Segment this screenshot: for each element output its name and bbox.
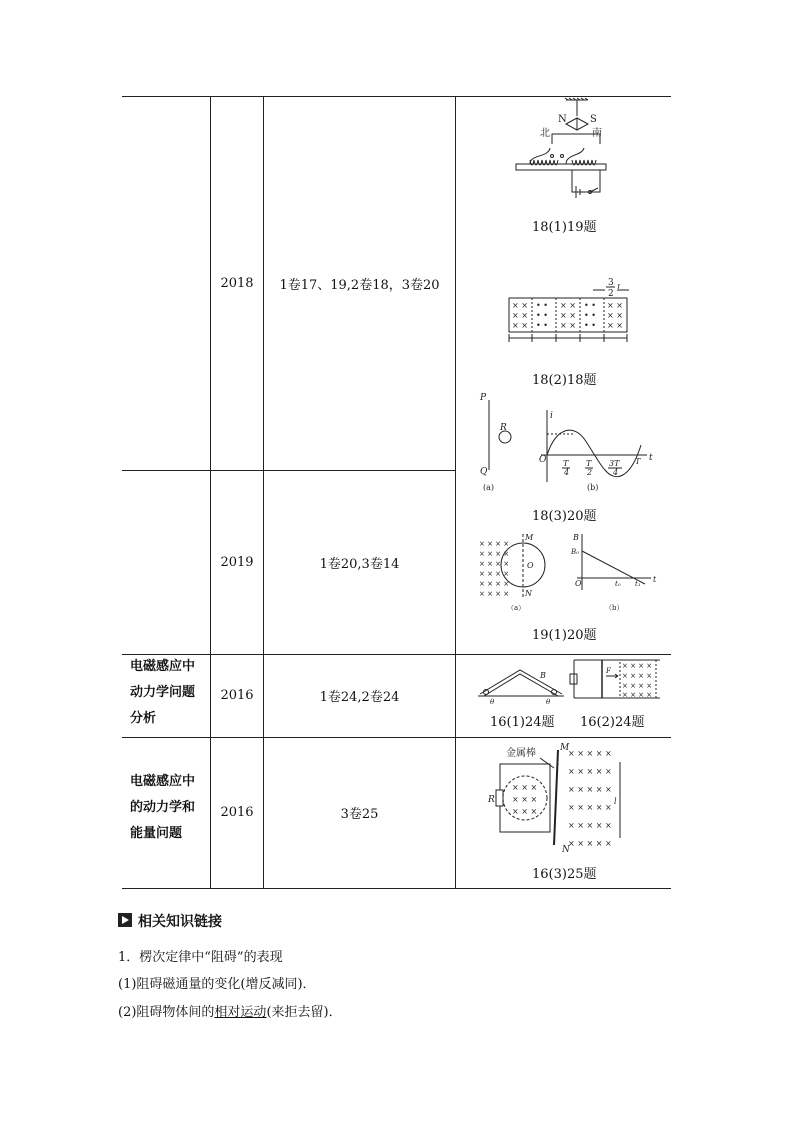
svg-text:× × × × ×: × × × × × bbox=[568, 821, 612, 830]
label-T: T bbox=[635, 457, 641, 466]
label-m: M bbox=[560, 743, 570, 753]
figure-caption: 19(1)20题 bbox=[532, 628, 597, 643]
label-n: N bbox=[525, 589, 532, 598]
play-icon bbox=[118, 913, 132, 927]
svg-text:× × ×: × × × bbox=[512, 807, 538, 816]
label-t: t bbox=[653, 575, 657, 584]
topic-cell bbox=[130, 654, 195, 732]
label-m: M bbox=[525, 533, 534, 542]
year-cell: 2016 bbox=[220, 688, 254, 703]
figure-caption: 16(2)24题 bbox=[580, 715, 645, 730]
label-b: B bbox=[540, 671, 546, 680]
svg-text:• •: • • bbox=[536, 301, 548, 310]
figure-caption: 16(1)24题 bbox=[490, 715, 555, 730]
topic-line: 电磁感应中 bbox=[130, 659, 196, 674]
svg-text:• •: • • bbox=[584, 321, 596, 330]
label-theta2: θ bbox=[546, 698, 551, 706]
figure-inclined-planes bbox=[476, 664, 566, 706]
label-four: 4 bbox=[564, 468, 570, 477]
label-p: P bbox=[480, 393, 487, 403]
label-a: （a） bbox=[507, 604, 526, 612]
svg-text:× × × × ×: × × × × × bbox=[568, 785, 612, 794]
svg-text:× × × ×: × × × × bbox=[622, 691, 653, 699]
label-o: O bbox=[527, 561, 534, 570]
label-f: F bbox=[606, 667, 611, 675]
label-r: R bbox=[500, 423, 507, 433]
paragraph: 1．楞次定律中“阻碍”的表现 bbox=[118, 950, 283, 965]
svg-text:× ×: × × bbox=[607, 321, 623, 330]
topic-line: 能量问题 bbox=[130, 826, 183, 841]
figure-field-circle-graph bbox=[475, 530, 665, 615]
label-i: i bbox=[550, 411, 553, 421]
papers-cell: 1卷24,2卷24 bbox=[319, 690, 400, 705]
label-b: （b） bbox=[605, 604, 624, 612]
papers-cell: 1卷20,3卷14 bbox=[319, 556, 400, 572]
year-cell: 2018 bbox=[220, 275, 254, 291]
label-b: (b) bbox=[587, 483, 599, 492]
paragraph-text: (来拒去留)． bbox=[266, 1005, 342, 1020]
column-divider bbox=[455, 96, 456, 888]
label-origin: O bbox=[575, 579, 582, 588]
svg-text:× × × ×: × × × × bbox=[479, 570, 510, 578]
underlined-term: 相对运动 bbox=[214, 1005, 267, 1020]
label-s: S bbox=[590, 114, 597, 125]
svg-text:× × × ×: × × × × bbox=[622, 672, 653, 680]
label-two: 2 bbox=[608, 289, 614, 299]
svg-text:× × × × ×: × × × × × bbox=[568, 839, 612, 848]
svg-text:× × × × ×: × × × × × bbox=[568, 767, 612, 776]
label-two: 2 bbox=[587, 468, 593, 477]
label-theta1: θ bbox=[490, 698, 495, 706]
year-cell: 2019 bbox=[220, 554, 254, 570]
figure-compass-solenoid bbox=[510, 98, 610, 198]
figure-caption: 18(3)20题 bbox=[532, 509, 597, 524]
table-bottom-border bbox=[122, 888, 671, 889]
figure-wire-current-graph bbox=[475, 390, 665, 495]
label-T: T bbox=[563, 459, 569, 468]
svg-text:× × ×: × × × bbox=[512, 783, 538, 792]
svg-text:× × × ×: × × × × bbox=[622, 682, 653, 690]
papers-cell: 1卷17、19,2卷18，3卷20 bbox=[279, 277, 440, 293]
label-t0: t₀ bbox=[615, 580, 621, 588]
label-three: 3 bbox=[608, 278, 614, 288]
label-T: T bbox=[586, 459, 592, 468]
topic-line: 电磁感应中 bbox=[130, 774, 196, 789]
figure-caption: 18(1)19题 bbox=[532, 220, 597, 235]
svg-text:× ×: × × bbox=[512, 321, 528, 330]
figure-field-strips bbox=[505, 276, 630, 346]
label-threeT: 3T bbox=[609, 459, 620, 468]
label-t1: t₁ bbox=[635, 580, 641, 588]
paragraph-text: (2)阻碍物体间的 bbox=[118, 1005, 215, 1020]
svg-text:× × × × ×: × × × × × bbox=[568, 749, 612, 758]
svg-text:× × × ×: × × × × bbox=[622, 662, 653, 670]
label-o: O bbox=[539, 455, 547, 465]
label-south: 南 bbox=[592, 128, 602, 139]
figure-caption: 18(2)18题 bbox=[532, 373, 597, 388]
svg-text:× ×: × × bbox=[512, 301, 528, 310]
svg-text:× × × × ×: × × × × × bbox=[568, 803, 612, 812]
svg-text:× ×: × × bbox=[560, 321, 576, 330]
section-title: 相关知识链接 bbox=[138, 914, 222, 930]
year-cell: 2016 bbox=[220, 805, 254, 820]
svg-text:× ×: × × bbox=[560, 301, 576, 310]
label-north: 北 bbox=[540, 128, 550, 139]
figure-metal-rod-circuit bbox=[488, 740, 638, 855]
topic-line: 的动力学和 bbox=[130, 800, 196, 815]
svg-text:× × × ×: × × × × bbox=[479, 560, 510, 568]
figure-caption: 16(3)25题 bbox=[532, 867, 597, 882]
svg-text:× × ×: × × × bbox=[512, 795, 538, 804]
svg-text:× ×: × × bbox=[560, 311, 576, 320]
label-a: (a) bbox=[483, 483, 495, 492]
svg-text:× × × ×: × × × × bbox=[479, 550, 510, 558]
topic-line: 分析 bbox=[130, 711, 157, 726]
label-n: N bbox=[562, 845, 570, 855]
papers-cell: 3卷25 bbox=[340, 807, 379, 822]
label-B0: B₀ bbox=[571, 548, 579, 556]
svg-text:• •: • • bbox=[584, 311, 596, 320]
label-n: N bbox=[558, 114, 567, 125]
label-rod: 金属棒 bbox=[506, 748, 536, 759]
svg-text:× × × ×: × × × × bbox=[479, 580, 510, 588]
label-B: B bbox=[573, 533, 579, 542]
paragraph: (1)阻碍磁通量的变化(增反减同)． bbox=[118, 977, 316, 992]
svg-text:× × × ×: × × × × bbox=[479, 590, 510, 598]
svg-text:× × × ×: × × × × bbox=[479, 540, 510, 548]
label-r: R bbox=[488, 795, 495, 805]
label-l: l bbox=[614, 797, 617, 806]
svg-text:× ×: × × bbox=[512, 311, 528, 320]
svg-text:× ×: × × bbox=[607, 311, 623, 320]
figure-rails-force bbox=[566, 656, 662, 704]
label-q: Q bbox=[480, 467, 488, 477]
topic-line: 动力学问题 bbox=[130, 685, 196, 700]
label-four: 4 bbox=[613, 468, 619, 477]
svg-text:× ×: × × bbox=[607, 301, 623, 310]
label-t: t bbox=[649, 453, 653, 463]
topic-cell bbox=[130, 769, 195, 847]
label-l: l bbox=[617, 284, 620, 294]
svg-text:• •: • • bbox=[584, 301, 596, 310]
svg-text:• •: • • bbox=[536, 311, 548, 320]
svg-text:• •: • • bbox=[536, 321, 548, 330]
paragraph bbox=[118, 1001, 342, 1020]
